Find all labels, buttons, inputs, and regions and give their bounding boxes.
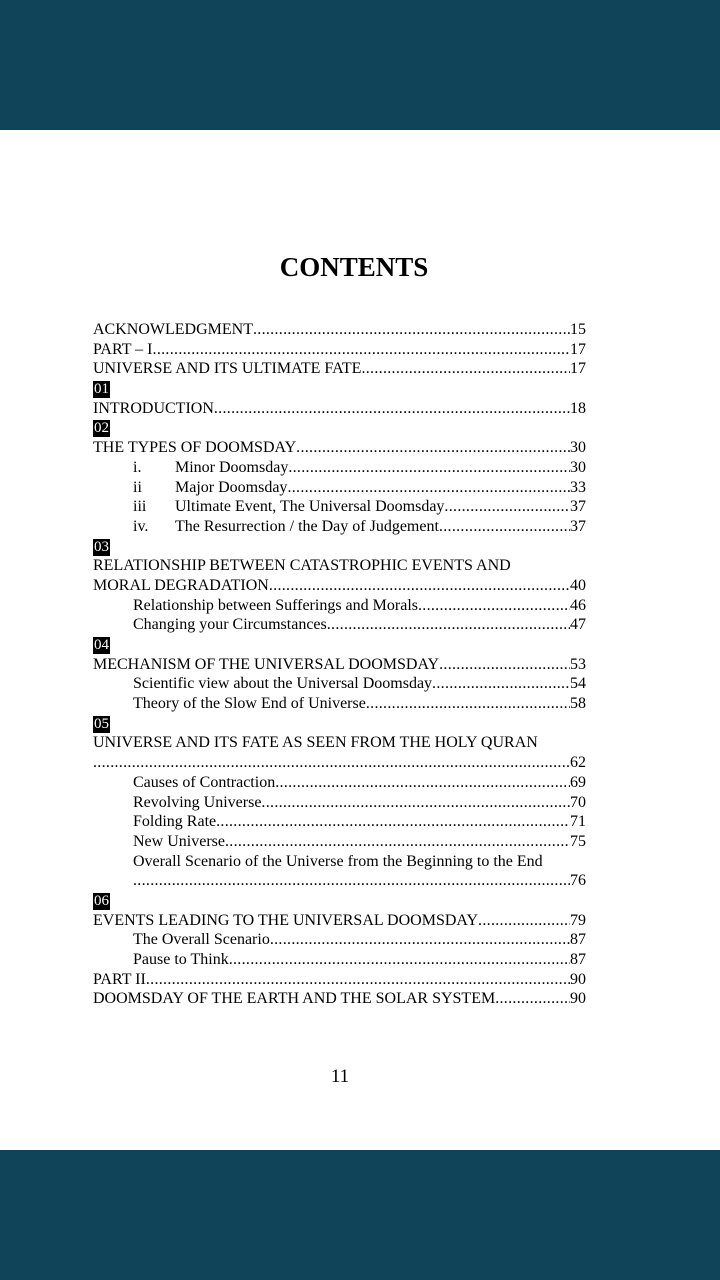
entry-title: New Universe [133, 832, 225, 850]
entry-title: Causes of Contraction [133, 773, 276, 791]
entry-page: 37 [570, 517, 586, 535]
entry-page: 75 [570, 832, 586, 850]
dot-leader [261, 793, 570, 813]
entry-page: 53 [570, 655, 586, 673]
entry-page: 69 [570, 773, 586, 791]
dot-leader [361, 359, 570, 379]
chapter-badge: 02 [94, 420, 109, 437]
dot-leader [153, 340, 570, 360]
entry-title: The Resurrection / the Day of Judgement [175, 517, 439, 535]
dot-leader [214, 399, 570, 419]
toc-heading-line [93, 852, 586, 872]
entry-title: PART II [93, 970, 146, 988]
entry-page: 18 [570, 399, 586, 417]
dot-leader [288, 458, 570, 478]
dot-leader [146, 970, 570, 990]
chapter-badge: 04 [94, 637, 109, 653]
dot-leader [225, 832, 570, 852]
entry-title: THE TYPES OF DOOMSDAY [93, 439, 297, 457]
entry-title: Pause to Think [133, 951, 229, 968]
chapter-number-row [93, 379, 586, 399]
toc-heading-line [93, 733, 586, 753]
entry-page: 17 [570, 360, 586, 378]
dot-leader [444, 497, 570, 517]
dot-leader [269, 576, 570, 596]
toc-entry[interactable] [93, 596, 586, 616]
entry-title: Folding Rate [133, 813, 217, 831]
entry-title: INTRODUCTION [93, 399, 214, 417]
dot-leader [439, 655, 570, 675]
toc-entry[interactable] [93, 655, 586, 675]
chapter-badge: 05 [94, 715, 109, 732]
entry-page: 37 [570, 498, 586, 516]
entry-title: MECHANISM OF THE UNIVERSAL DOOMSDAY [93, 655, 440, 673]
entry-title: UNIVERSE AND ITS ULTIMATE FATE [93, 360, 362, 378]
dot-leader [93, 753, 570, 773]
chapter-number-row [93, 891, 586, 911]
page-number: 11 [330, 1066, 350, 1087]
entry-title: UNIVERSE AND ITS FATE AS SEEN FROM THE HOLY QURAN [93, 734, 538, 752]
chapter-number-row [93, 418, 586, 438]
entry-page: 70 [570, 793, 586, 811]
entry-numeral: iv. [133, 517, 149, 535]
dot-leader [287, 478, 570, 498]
entry-title: Theory of the Slow End of Universe [133, 695, 366, 713]
page-title: CONTENTS [279, 252, 429, 282]
toc-entry[interactable] [93, 989, 586, 1009]
chapter-badge: 03 [94, 538, 109, 555]
dot-leader [253, 320, 570, 340]
toc-entry[interactable] [93, 438, 586, 458]
toc-entry[interactable] [93, 753, 586, 773]
top-bar [0, 0, 720, 130]
entry-title: RELATIONSHIP BETWEEN CATASTROPHIC EVENTS AND [93, 557, 511, 575]
dot-leader [432, 674, 570, 694]
toc-entry[interactable] [93, 694, 586, 714]
chapter-badge: 06 [94, 892, 109, 909]
dot-leader [229, 950, 570, 970]
dot-leader [478, 911, 570, 931]
toc-entry[interactable] [93, 773, 586, 793]
toc-entry[interactable] [93, 517, 586, 537]
entry-page: 58 [570, 695, 586, 713]
dot-leader [418, 596, 570, 616]
entry-page: 46 [570, 596, 586, 614]
entry-title: Scientific view about the Universal Doomsday [133, 675, 433, 693]
entry-page: 30 [570, 458, 586, 476]
entry-page: 87 [570, 951, 586, 968]
toc-entry[interactable] [93, 497, 586, 517]
entry-title: MORAL DEGRADATION [93, 576, 269, 594]
toc-entry[interactable] [93, 970, 586, 990]
entry-page: 90 [570, 990, 586, 1008]
entry-title: Changing your Circumstances [133, 616, 327, 634]
dot-leader [366, 694, 570, 714]
toc-entry[interactable] [93, 793, 586, 813]
entry-page: 33 [570, 478, 586, 496]
entry-title: EVENTS LEADING TO THE UNIVERSAL DOOMSDAY [93, 911, 479, 929]
chapter-badge: 01 [94, 381, 109, 398]
dot-leader [327, 615, 570, 635]
entry-numeral: ii [133, 478, 142, 496]
entry-page: 15 [570, 321, 586, 338]
entry-title: ACKNOWLEDGMENT [93, 321, 253, 338]
entry-page: 76 [570, 872, 586, 890]
toc-entry[interactable] [93, 674, 586, 694]
toc-entry[interactable] [93, 478, 586, 498]
entry-title: Overall Scenario of the Universe from the Beginning to the End [133, 852, 543, 870]
toc-entry[interactable] [93, 359, 586, 379]
toc-entry[interactable] [93, 950, 586, 970]
toc-entry[interactable] [93, 911, 586, 931]
entry-page: 47 [570, 616, 586, 634]
toc-entry[interactable] [93, 458, 586, 478]
toc-heading-line [93, 556, 586, 576]
toc-entry[interactable] [93, 576, 586, 596]
entry-title: Major Doomsday [175, 478, 288, 496]
entry-numeral: i. [133, 458, 142, 476]
entry-title: PART – I [93, 340, 153, 358]
chapter-number-row [93, 537, 586, 557]
entry-title: Minor Doomsday [175, 458, 289, 476]
toc-entry[interactable] [93, 812, 586, 832]
entry-page: 71 [570, 813, 586, 831]
entry-page: 87 [570, 931, 586, 949]
chapter-number-row [93, 714, 586, 734]
dot-leader [439, 517, 570, 537]
entry-page: 54 [570, 675, 586, 693]
entry-title: The Overall Scenario [133, 931, 270, 949]
entry-title: Relationship between Sufferings and Morals [133, 596, 418, 614]
toc-entry[interactable] [93, 871, 586, 891]
entry-page: 17 [570, 340, 586, 358]
entry-title: Revolving Universe [133, 793, 262, 811]
dot-leader [275, 773, 570, 793]
dot-leader [216, 812, 570, 832]
entry-page: 62 [570, 754, 586, 772]
entry-page: 40 [570, 576, 586, 594]
entry-title: DOOMSDAY OF THE EARTH AND THE SOLAR SYSTEM [93, 990, 496, 1008]
entry-page: 30 [570, 439, 586, 457]
table-of-contents [93, 320, 586, 1009]
toc-entry[interactable] [93, 340, 586, 360]
toc-entry[interactable] [93, 930, 586, 950]
toc-entry[interactable] [93, 399, 586, 419]
toc-entry[interactable] [93, 832, 586, 852]
dot-leader [270, 930, 570, 950]
dot-leader [296, 438, 570, 458]
bottom-bar [0, 1150, 720, 1280]
entry-page: 90 [570, 970, 586, 988]
entry-numeral: iii [133, 498, 147, 516]
entry-page: 79 [570, 911, 586, 929]
toc-entry[interactable] [93, 615, 586, 635]
entry-title: Ultimate Event, The Universal Doomsday [175, 498, 445, 516]
toc-entry[interactable] [93, 320, 586, 340]
chapter-number-row [93, 635, 586, 655]
dot-leader [495, 989, 570, 1009]
dot-leader [133, 871, 570, 891]
